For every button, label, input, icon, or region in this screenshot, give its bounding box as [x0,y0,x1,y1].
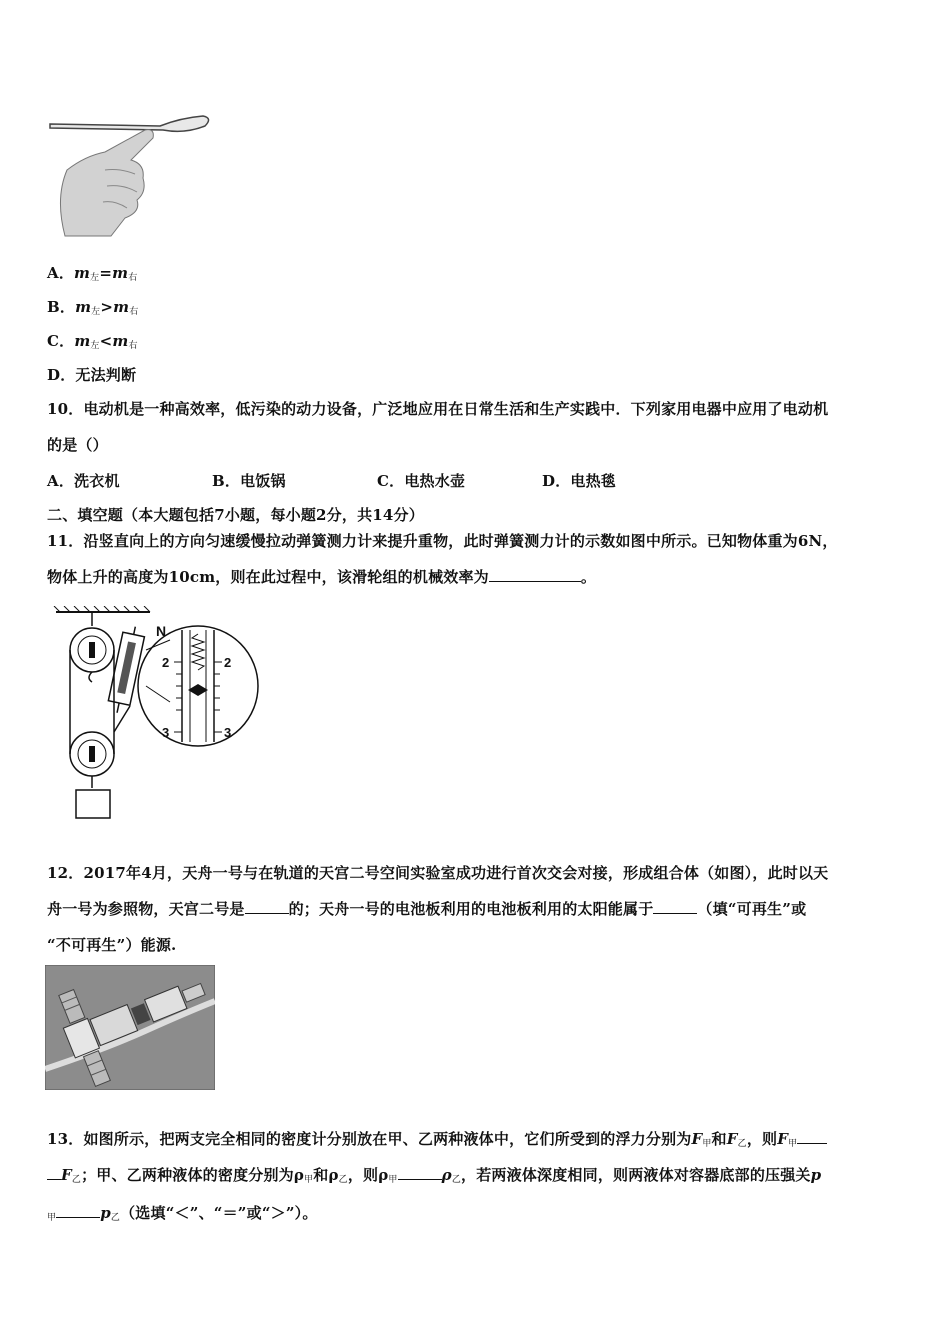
q10-line1: 10．电动机是一种高效率，低污染的动力设备，广泛地应用在日常生活和生产实践中．下列家用电器中应用了电动机 [47,400,829,418]
answer-blank [489,567,581,582]
q10-option-c: C．电热水壶 [377,472,466,490]
scale-unit: N [156,623,167,639]
q12-line2: 舟一号为参照物，天宫二号是 的；天舟一号的电池板利用的电池板利用的太阳能属于 （填“可再生”或 [47,900,807,918]
option-a: A．$m_左=m_右$ [47,264,138,283]
spoon-hand-figure [45,108,215,240]
answer-blank [797,1129,827,1144]
answer-blank [245,899,289,914]
q13-line2: $F_乙$；甲、乙两种液体的密度分别为$\rho_甲$和$\rho_乙$，则$\rho_甲$ $\rho_乙$，若两液体深度相同，则两液体对容器底部的压强关p [47,1164,821,1185]
option-c: C．$m_左<m_右$ [47,332,138,351]
scale-tick-left-top: 2 [162,655,170,670]
answer-blank [56,1203,100,1218]
q10-options [47,470,616,491]
pulley-scale-figure [50,606,265,828]
scale-tick-right-top: 2 [224,655,232,670]
q11-line2: 物体上升的高度为10cm，则在此过程中，该滑轮组的机械效率为 。 [47,568,597,586]
q11-line1: 11．沿竖直向上的方向匀速缓慢拉动弹簧测力计来提升重物，此时弹簧测力计的示数如图中所示。已知物体重为6N， [47,532,838,550]
q10-line2: 的是（） [47,436,108,454]
spacecraft-photo [45,965,215,1090]
q10-option-b: B．电饭锅 [212,472,286,490]
q10-option-a: A．洗衣机 [47,472,120,490]
answer-blank [398,1165,442,1180]
q10-option-d: D．电热毯 [542,472,617,490]
option-b: B．$m_左>m_右$ [47,298,139,317]
q13-line3: $_甲$ $p_乙$（选填“＜”、“＝”或“＞”）。 [47,1204,318,1223]
answer-blank [47,1165,61,1180]
q12-line3: “不可再生”）能源. [47,936,177,954]
section-title: 二、填空题（本大题包括7小题，每小题2分，共14分） [47,506,424,524]
scale-tick-left-bottom: 3 [162,725,170,740]
q12-line1: 12．2017年4月，天舟一号与在轨道的天宫二号空间实验室成功进行首次交会对接，形成组合体（如图），此时以天 [47,864,829,882]
q13-line1: 13．如图所示，把两支完全相同的密度计分别放在甲、乙两种液体中，它们所受到的浮力分别为$F_甲$和$F_乙$，则$F_甲$ [47,1128,827,1149]
option-d: D．无法判断 [47,366,137,384]
scale-tick-right-bottom: 3 [224,725,232,740]
answer-blank [653,899,697,914]
